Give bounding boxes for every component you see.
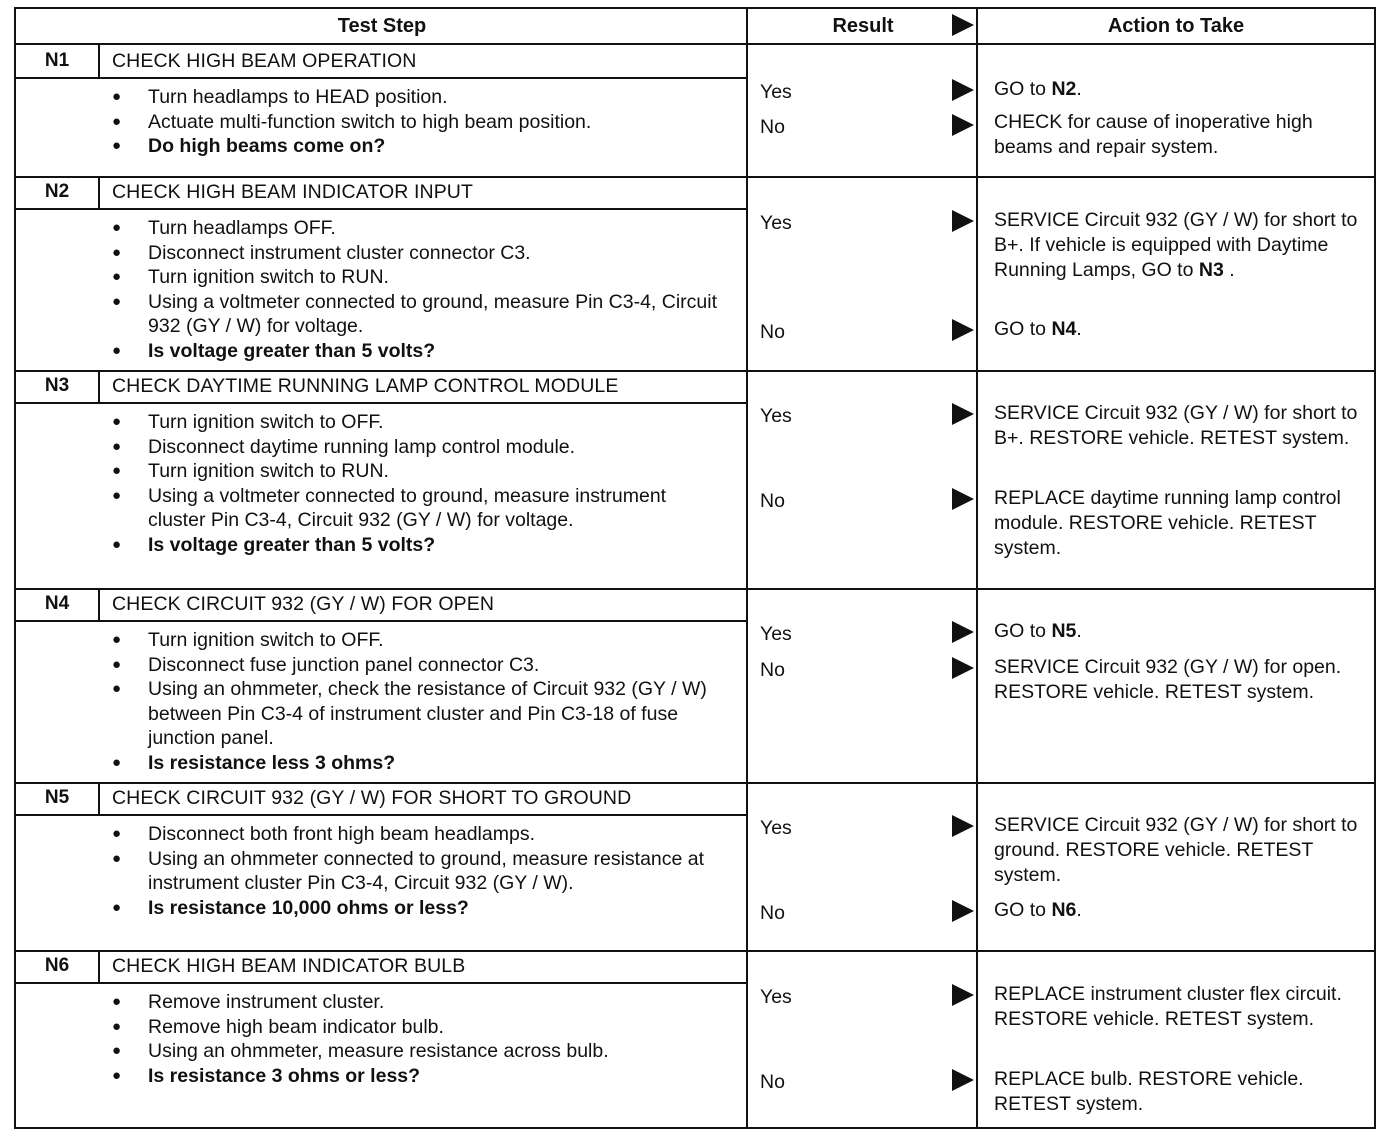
no-action-text: SERVICE Circuit 932 (GY / W) for open. RESTORE vehicle. RETEST system. [994, 656, 1342, 703]
bullet-item: ● Turn headlamps OFF. [108, 216, 728, 241]
yes-action-tail: . [1223, 259, 1235, 281]
bullet-item: ● Using an ohmmeter, check the resistance of Circuit 932 (GY / W) between Pin C3-4 of instrument cluster and Pin C3-18 of fuse junction panel. [108, 677, 728, 751]
diagnostic-table [14, 7, 1376, 1129]
step-question: ● Is voltage greater than 5 volts? [108, 339, 728, 364]
header-result: Result [748, 9, 978, 45]
yes-action-text: SERVICE Circuit 932 (GY / W) for short to B+. RESTORE vehicle. RETEST system. [994, 402, 1358, 449]
no-arrow-icon [952, 1069, 974, 1091]
header-test-step: Test Step [16, 9, 748, 45]
no-action [994, 898, 1366, 923]
step-id: N5 [16, 782, 100, 814]
bullet-item: ● Turn ignition switch to RUN. [108, 265, 728, 290]
yes-action-tail: . [1076, 620, 1082, 642]
no-action [994, 486, 1366, 561]
yes-action [994, 619, 1366, 644]
yes-action [994, 208, 1366, 283]
result-no: No [760, 1071, 785, 1093]
no-arrow-icon [952, 488, 974, 510]
result-no: No [760, 321, 785, 343]
no-action-ref: N4 [1051, 318, 1077, 340]
no-arrow-icon [952, 114, 974, 136]
result-yes: Yes [760, 817, 792, 839]
header-action: Action to Take [978, 9, 1374, 45]
yes-arrow-icon [952, 984, 974, 1006]
step-id: N2 [16, 176, 100, 208]
no-action [994, 317, 1366, 342]
step-title-row [16, 950, 746, 984]
step-bullets [108, 216, 728, 363]
step-question: ● Is voltage greater than 5 volts? [108, 533, 728, 558]
yes-action-text: SERVICE Circuit 932 (GY / W) for short to ground. RESTORE vehicle. RETEST system. [994, 814, 1358, 886]
step-title-row [16, 45, 746, 79]
result-yes: Yes [760, 623, 792, 645]
no-action-ref: N6 [1051, 899, 1077, 921]
no-action [994, 1067, 1366, 1117]
step-bullets [108, 628, 728, 775]
yes-action-tail: . [1076, 78, 1082, 100]
step-title-row [16, 588, 746, 622]
bullet-item: ● Disconnect instrument cluster connector C3. [108, 241, 728, 266]
step-title-row [16, 782, 746, 816]
yes-action-text: GO to [994, 78, 1052, 100]
step-bullets [108, 990, 728, 1088]
bullet-item: ● Remove high beam indicator bulb. [108, 1015, 728, 1040]
header-arrow-icon [952, 14, 974, 36]
no-arrow-icon [952, 657, 974, 679]
bullet-item: ● Actuate multi-function switch to high beam position. [108, 110, 728, 135]
step-title: CHECK HIGH BEAM OPERATION [112, 50, 417, 72]
result-no: No [760, 659, 785, 681]
step-id: N6 [16, 950, 100, 982]
no-arrow-icon [952, 900, 974, 922]
result-yes: Yes [760, 81, 792, 103]
bullet-item: ● Turn ignition switch to OFF. [108, 410, 728, 435]
no-action-text: REPLACE daytime running lamp control module. RESTORE vehicle. RETEST system. [994, 487, 1341, 559]
step-bullets [108, 85, 728, 159]
bullet-item: ● Turn ignition switch to RUN. [108, 459, 728, 484]
no-action [994, 655, 1366, 705]
step-title: CHECK DAYTIME RUNNING LAMP CONTROL MODULE [112, 375, 619, 397]
yes-arrow-icon [952, 210, 974, 232]
step-question: ● Is resistance 10,000 ohms or less? [108, 896, 728, 921]
step-bullets [108, 822, 728, 920]
bullet-item: ● Disconnect daytime running lamp control module. [108, 435, 728, 460]
step-id: N3 [16, 370, 100, 402]
yes-action-ref: N5 [1051, 620, 1077, 642]
step-title: CHECK HIGH BEAM INDICATOR INPUT [112, 181, 473, 203]
result-yes: Yes [760, 212, 792, 234]
result-no: No [760, 902, 785, 924]
result-yes: Yes [760, 405, 792, 427]
no-action-text: GO to [994, 318, 1052, 340]
step-id: N4 [16, 588, 100, 620]
bullet-item: ● Using a voltmeter connected to ground, measure Pin C3-4, Circuit 932 (GY / W) for voltage. [108, 290, 728, 339]
yes-action-ref: N3 [1198, 259, 1224, 281]
step-title: CHECK CIRCUIT 932 (GY / W) FOR OPEN [112, 593, 494, 615]
yes-arrow-icon [952, 79, 974, 101]
yes-action [994, 813, 1366, 888]
bullet-item: ● Using an ohmmeter, measure resistance across bulb. [108, 1039, 728, 1064]
yes-arrow-icon [952, 403, 974, 425]
no-action-tail: . [1076, 899, 1082, 921]
step-question: ● Do high beams come on? [108, 134, 728, 159]
no-action-text: GO to [994, 899, 1052, 921]
yes-action [994, 982, 1366, 1032]
bullet-item: ● Turn ignition switch to OFF. [108, 628, 728, 653]
yes-action-text: SERVICE Circuit 932 (GY / W) for short to B+. If vehicle is equipped with Daytime Running Lamps, GO to [994, 209, 1358, 281]
yes-arrow-icon [952, 621, 974, 643]
step-question: ● Is resistance less 3 ohms? [108, 751, 728, 776]
step-title: CHECK HIGH BEAM INDICATOR BULB [112, 955, 466, 977]
bullet-item: ● Using a voltmeter connected to ground, measure instrument cluster Pin C3-4, Circuit 932 (GY / W) for voltage. [108, 484, 728, 533]
bullet-item: ● Disconnect both front high beam headlamps. [108, 822, 728, 847]
step-title-row [16, 176, 746, 210]
step-title-row [16, 370, 746, 404]
no-action [994, 110, 1366, 160]
step-bullets [108, 410, 728, 557]
no-action-tail: . [1076, 318, 1082, 340]
bullet-item: ● Turn headlamps to HEAD position. [108, 85, 728, 110]
step-title: CHECK CIRCUIT 932 (GY / W) FOR SHORT TO GROUND [112, 787, 632, 809]
yes-action-text: REPLACE instrument cluster flex circuit. RESTORE vehicle. RETEST system. [994, 983, 1342, 1030]
bullet-item: ● Remove instrument cluster. [108, 990, 728, 1015]
yes-action-text: GO to [994, 620, 1052, 642]
no-arrow-icon [952, 319, 974, 341]
result-yes: Yes [760, 986, 792, 1008]
yes-action-ref: N2 [1051, 78, 1077, 100]
yes-action [994, 401, 1366, 451]
no-action-text: REPLACE bulb. RESTORE vehicle. RETEST system. [994, 1068, 1304, 1115]
result-no: No [760, 116, 785, 138]
yes-arrow-icon [952, 815, 974, 837]
bullet-item: ● Disconnect fuse junction panel connector C3. [108, 653, 728, 678]
step-question: ● Is resistance 3 ohms or less? [108, 1064, 728, 1089]
bullet-item: ● Using an ohmmeter connected to ground, measure resistance at instrument cluster Pin C3-4, Circuit 932 (GY / W). [108, 847, 728, 896]
step-id: N1 [16, 45, 100, 77]
no-action-text: CHECK for cause of inoperative high beams and repair system. [994, 111, 1313, 158]
result-no: No [760, 490, 785, 512]
yes-action [994, 77, 1366, 102]
